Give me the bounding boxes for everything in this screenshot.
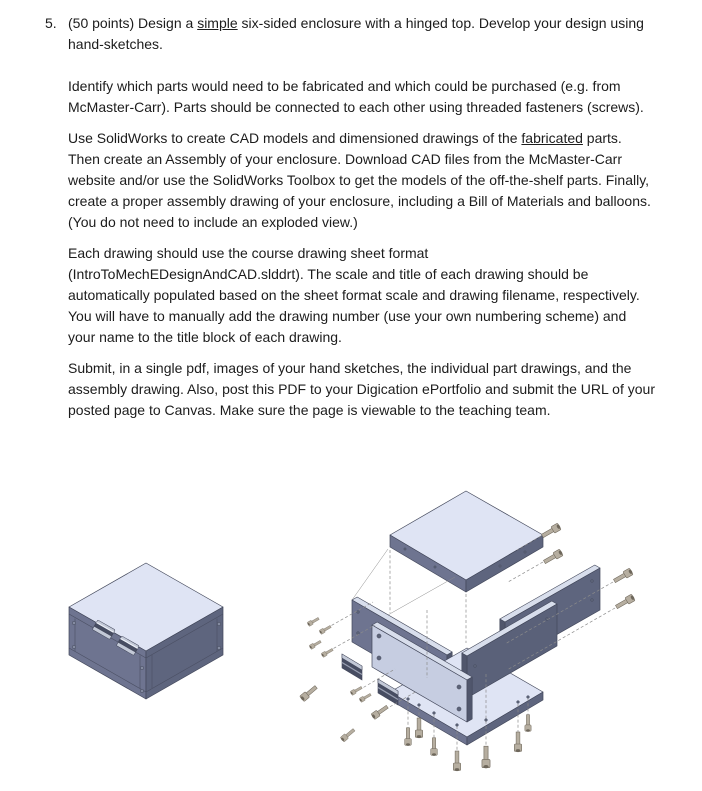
- paragraph: [68, 76, 657, 118]
- paragraph: [68, 358, 657, 421]
- underlined-text: simple: [197, 15, 238, 31]
- text-segment: Use SolidWorks to create CAD models and dimensioned drawings of the: [68, 130, 522, 146]
- text-segment: Identify which parts would need to be fabricated and which could be purchased (e.g. from McMaster-Carr). Parts should be connected to each other using threaded fasteners (screws).: [68, 78, 644, 115]
- assembled-enclosure-cad-view: [58, 551, 238, 711]
- top-plate: [390, 491, 543, 592]
- hinge: [342, 654, 362, 680]
- paragraph: [68, 13, 657, 55]
- list-item-number: 5.: [45, 15, 57, 31]
- hinge: [378, 679, 398, 705]
- enclosure-box: [69, 563, 223, 699]
- text-segment: Submit, in a single pdf, images of your hand sketches, the individual part drawings, and the assembly drawing. Also, post this PDF to your Digication ePortfolio and submit the URL of your posted page to Canvas. Make sure the page is viewable to the teaching team.: [68, 360, 655, 418]
- text-segment: Each drawing should use the course drawing sheet format (IntroToMechEDesignAndCAD.slddrt). The scale and title of each drawing should be automatically populated based on the sheet format scale and drawing filename, respectively. You will have to manually add the drawing number (use your own numbering scheme) and your name to the title block of each drawing.: [68, 245, 640, 345]
- exploded-enclosure-cad-view: [295, 478, 695, 791]
- paragraph: [68, 128, 657, 233]
- assignment-text-block: [45, 13, 657, 431]
- text-segment: (50 points) Design a: [68, 15, 198, 31]
- paragraphs: [68, 13, 657, 421]
- text-segment: six-sided enclosure with a hinged top. Develop your design using hand-sketches.: [68, 15, 644, 52]
- text-segment: parts. Then create an Assembly of your enclosure. Download CAD files from the McMaster-Carr website and/or use the SolidWorks Toolbox to get the models of the off-the-shelf parts. Finally, create a proper assembly drawing of your enclosure, including a Bill of Materials and balloons. (You do not need to include an exploded view.): [68, 130, 651, 230]
- underlined-text: fabricated: [521, 130, 583, 146]
- paragraph: [68, 243, 657, 348]
